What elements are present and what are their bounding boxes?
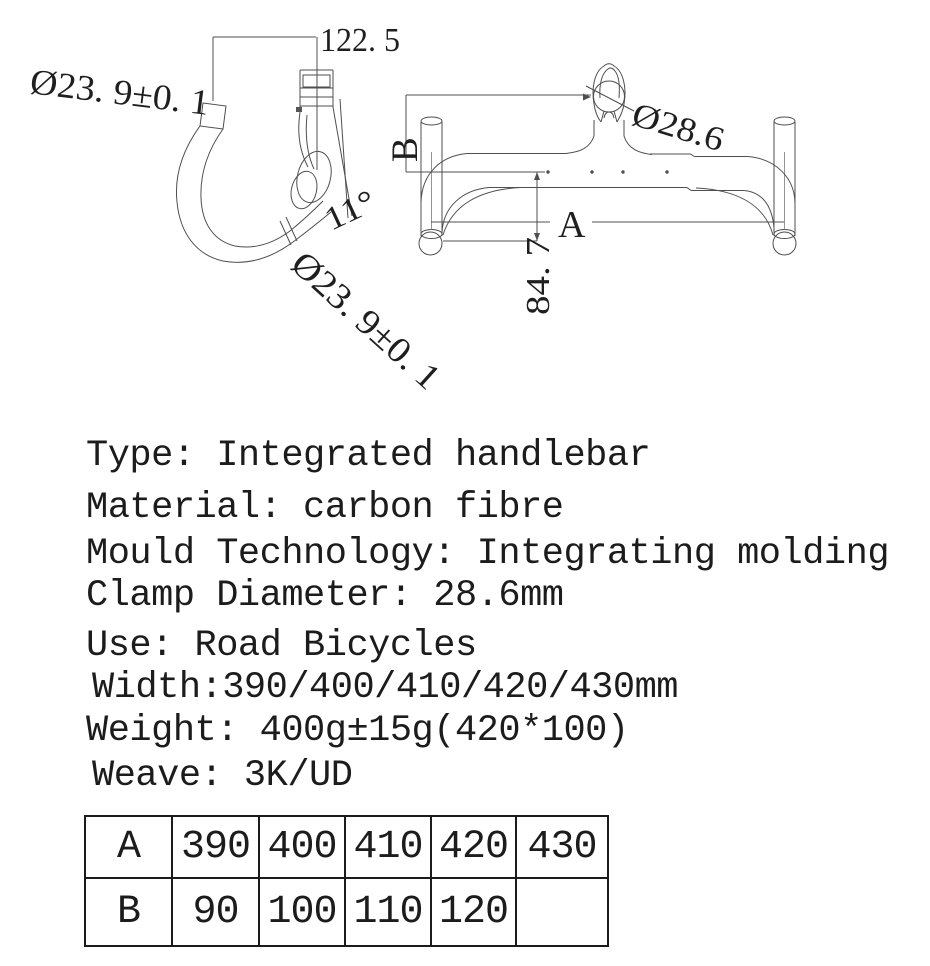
table-cell: 100 — [260, 879, 346, 945]
dim-text-84-7: 84. 7 — [520, 247, 557, 315]
left-bar-end-plug — [419, 232, 442, 255]
dim-text-clamp-diameter: Ø28.6 — [627, 96, 719, 157]
spec-line-material: Material: carbon fibre — [86, 487, 564, 529]
centerline-dot — [546, 170, 549, 173]
centerline-dot — [590, 170, 593, 173]
table-cell: 390 — [173, 817, 260, 879]
spec-line-type: Type: Integrated handlebar — [86, 435, 651, 477]
front-view-drawing — [385, 64, 796, 315]
table-cell: 420 — [432, 817, 517, 879]
table-cell: 430 — [517, 817, 607, 879]
spec-line-width: Width:390/400/410/420/430mm — [92, 667, 678, 709]
spec-line-use: Use: Road Bicycles — [86, 625, 477, 667]
lever-perch-inner — [287, 169, 320, 212]
table-cell: 90 — [173, 879, 260, 945]
table-row-b-label: B — [86, 879, 173, 945]
spec-line-clamp: Clamp Diameter: 28.6mm — [86, 575, 564, 617]
stem-front-edge — [299, 112, 314, 169]
spec-line-weight: Weight: 400g±15g(420*100) — [86, 710, 629, 752]
centerline-dot — [665, 170, 668, 173]
table-cell-empty — [517, 879, 607, 945]
side-view-drawing — [28, 22, 449, 397]
stem-neck-left — [566, 120, 594, 154]
steerer-clamp-circle — [594, 81, 625, 112]
stem-clamp-notch — [296, 107, 302, 112]
table-cell: 400 — [260, 817, 346, 879]
dim-text-angle: 11° — [319, 186, 376, 239]
dim-text-122-5: 122. 5 — [320, 22, 400, 59]
clamp-slot — [604, 112, 614, 118]
dim-arrow-84-7-top — [534, 172, 540, 180]
table-cell: 410 — [346, 817, 432, 879]
technical-drawings — [0, 0, 930, 432]
bar-left-outer-curve — [421, 154, 467, 203]
table-cell: 110 — [346, 879, 432, 945]
dim-text-diameter-drop: Ø23. 9±0. 1 — [283, 243, 439, 388]
bar-right-outer-curve — [748, 157, 795, 205]
spec-line-mould: Mould Technology: Integrating molding — [86, 533, 890, 575]
hook-inner-edge — [201, 129, 323, 247]
bar-right-farside-curve — [696, 188, 773, 235]
spec-line-weave: Weave: 3K/UD — [92, 755, 353, 797]
dim-text-a: A — [558, 204, 586, 246]
lever-perch-outer — [292, 148, 337, 206]
centerline-dot — [621, 170, 624, 173]
bar-left-farside-curve — [443, 188, 521, 236]
dim-line-b — [406, 95, 591, 172]
right-bar-end-plug — [773, 232, 796, 255]
dim-text-diameter-top: Ø23. 9±0. 1 — [28, 61, 204, 122]
table-cell: 120 — [432, 879, 517, 945]
right-drop-tube — [773, 117, 796, 255]
size-table — [84, 815, 609, 947]
dim-text-b: B — [385, 137, 426, 162]
dim-line-84-7 — [443, 172, 537, 241]
table-row-a-label: A — [86, 817, 173, 879]
